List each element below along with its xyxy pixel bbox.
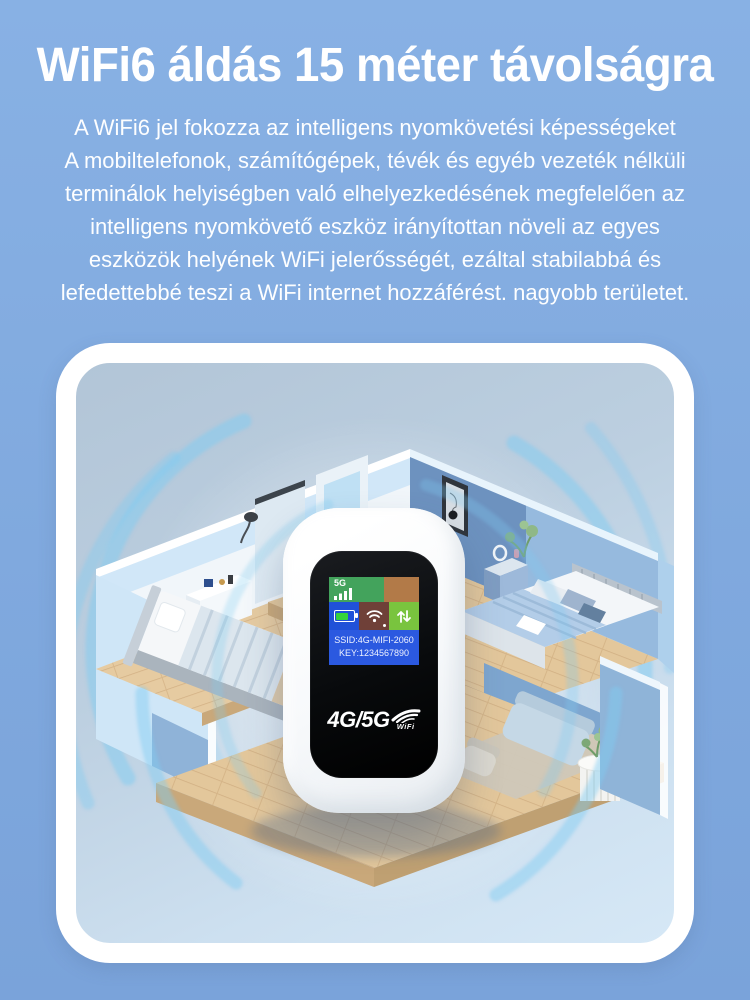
battery-block [329, 602, 359, 630]
description-line: eszközök helyének WiFi jelerősségét, ezáltal stabilabbá és [88, 247, 662, 272]
description-line: terminálok helyiségben való elhelyezkedésének megfelelően az [64, 181, 686, 206]
illustration-card [56, 343, 694, 963]
device-front-panel [310, 551, 438, 778]
wifi-block [359, 602, 389, 630]
page-title: WiFi6 áldás 15 méter távolságra [36, 39, 714, 92]
wifi-wing-icon [391, 707, 421, 723]
device-logo [310, 707, 438, 730]
traffic-block [389, 602, 419, 630]
right-side-wall [658, 559, 674, 673]
right-wall-slab-edge [660, 683, 668, 819]
upload-download-arrows-icon [396, 609, 412, 624]
device-screen [329, 577, 419, 665]
wifi-status-dot [383, 624, 386, 627]
description [0, 111, 750, 309]
network-status-block [329, 577, 384, 602]
ssid-text: SSID:4G-MIFI-2060 [334, 635, 414, 645]
connection-info-block [329, 630, 419, 665]
mifi-router-device [283, 508, 465, 813]
description-line: A mobiltelefonok, számítógépek, tévék és egyéb vezeték nélküli [64, 148, 686, 173]
wifi-icon [366, 609, 383, 623]
description-line: intelligens nyomkövető eszköz irányítottan növeli az egyes [90, 214, 660, 239]
description-line: lefedettebbé teszi a WiFi internet hozzáférést. nagyobb területet. [60, 280, 690, 305]
battery-icon [334, 610, 355, 622]
screen-block [384, 577, 419, 602]
description-line: A WiFi6 jel fokozza az intelligens nyomkövetési képességeket [74, 115, 676, 140]
network-badge: 5G [334, 578, 347, 588]
signal-bars-icon [334, 587, 358, 600]
key-text: KEY:1234567890 [338, 647, 410, 658]
logo-4g5g: 4G/5G [327, 707, 390, 732]
logo-wifi: WiFi [396, 722, 415, 731]
